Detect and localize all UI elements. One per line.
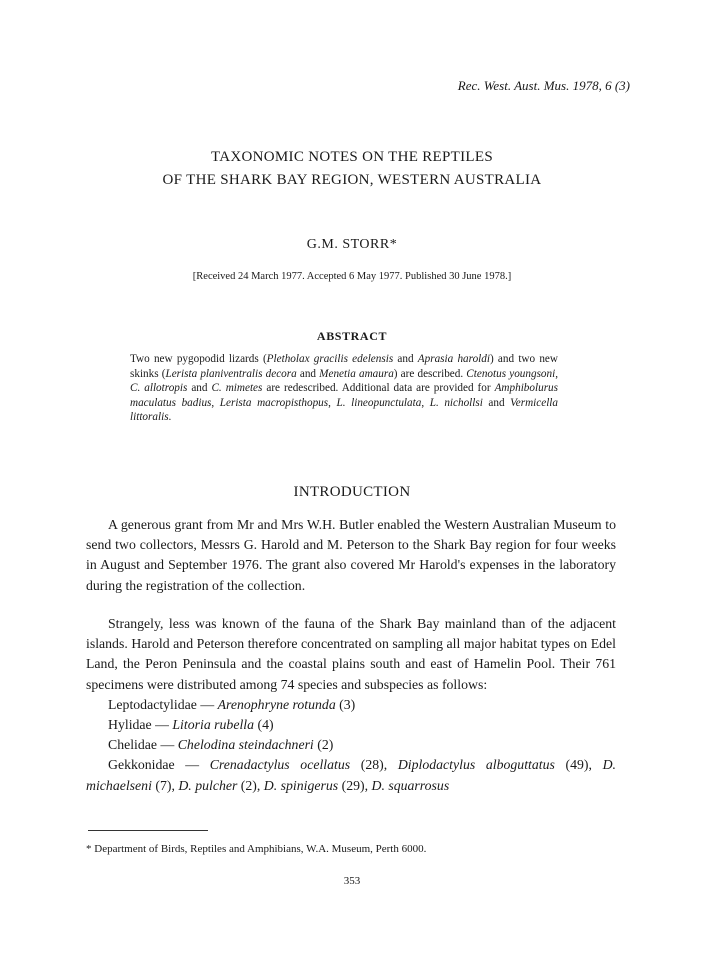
species-name: D. squarrosus [371, 777, 450, 793]
abstract-species: Menetia amaura [319, 367, 394, 380]
abstract-species: C. allotropis [130, 382, 188, 395]
title-line-2: OF THE SHARK BAY REGION, WESTERN AUSTRALIA [162, 172, 542, 188]
species-name: Crenadactylus ocellatus [209, 757, 351, 773]
specimen-count: (28), [350, 757, 398, 773]
title-line-1: TAXONOMIC NOTES ON THE REPTILES [211, 149, 493, 165]
abstract-body [130, 352, 558, 425]
abstract-species: Ctenotus youngsoni [466, 367, 556, 380]
specimen-count: (4) [254, 717, 274, 733]
species-list-item [86, 695, 616, 715]
specimen-count: (7), [151, 777, 179, 793]
abstract-species: Vermicella littoralis [130, 396, 559, 424]
abstract-species: Aprasia haroldi [417, 353, 490, 365]
specimen-count: (2), [237, 777, 264, 793]
specimen-count: (2) [313, 737, 334, 753]
abstract-heading: ABSTRACT [316, 329, 388, 343]
abstract-text: are redescribed. Additional data are provided for [262, 382, 495, 395]
abstract-text: , [211, 396, 220, 409]
abstract-species: L. nichollsi [429, 396, 483, 409]
introduction-paragraph-2: Strangely, less was known of the fauna of the Shark Bay mainland than of the adjacent islands. Harold and Peterson therefore concentrated on sampling all major habitat types on Edel Land, the Peron Peninsula and the coastal plains south and east of Hamelin Pool. Their 761 specimens were distributed among 74 species and subspecies as follows: [86, 616, 616, 692]
journal-citation: Rec. West. Aust. Mus. 1978, 6 (3) [457, 78, 630, 93]
species-name: D. pulcher [178, 777, 238, 793]
specimen-count: (3) [335, 696, 356, 712]
family-name: Leptodactylidae — [108, 696, 218, 712]
received-dates: [Received 24 March 1977. Accepted 6 May 1977. Published 30 June 1978.] [192, 271, 512, 282]
abstract-species: L. lineopunctulata [336, 396, 422, 409]
introduction-paragraph-2-block [86, 614, 616, 796]
abstract-text: and [482, 396, 511, 409]
specimen-count: (29), [338, 777, 372, 793]
abstract-species: Pletholax gracilis edelensis [266, 353, 394, 365]
article-title [0, 146, 704, 192]
author-name: G.M. STORR* [306, 237, 398, 252]
species-name: D. michaelseni [86, 757, 616, 793]
footnote: * Department of Birds, Reptiles and Amphibians, W.A. Museum, Perth 6000. [86, 843, 427, 855]
species-list-item [86, 715, 616, 735]
species-name: D. spinigerus [263, 777, 339, 793]
abstract-text: and [296, 367, 320, 380]
abstract-species: Lerista planiventralis decora [165, 367, 297, 380]
species-name: Litoria rubella [172, 717, 255, 733]
species-name: Chelodina steindachneri [177, 737, 314, 753]
family-name: Chelidae — [108, 737, 178, 753]
species-name: Arenophryne rotunda [217, 696, 336, 712]
abstract-text: , [328, 396, 337, 409]
page-number: 353 [343, 875, 361, 887]
abstract-text: , [421, 396, 430, 409]
species-name: Diplodactylus alboguttatus [397, 757, 555, 773]
abstract-text: , [555, 367, 559, 380]
specimen-count: (49), [554, 757, 603, 773]
footnote-divider [88, 830, 208, 831]
abstract-text: ) and two new skinks ( [130, 353, 558, 380]
abstract-species: Lerista macropisthopus [219, 396, 329, 409]
introduction-heading: INTRODUCTION [293, 484, 411, 500]
species-list-item [86, 735, 616, 755]
abstract-species: C. mimetes [211, 382, 263, 395]
abstract-text: and [187, 382, 212, 395]
abstract-text: Two new pygopodid lizards ( [130, 353, 267, 365]
abstract-species: Amphibolurus maculatus badius [130, 382, 558, 409]
family-name: Hylidae — [108, 717, 173, 733]
abstract-text: . [168, 411, 172, 424]
family-name: Gekkonidae — [108, 757, 210, 773]
gekkonidae-list-item [86, 755, 616, 795]
introduction-paragraph-1: A generous grant from Mr and Mrs W.H. Butler enabled the Western Australian Museum to send two collectors, Messrs G. Harold and M. Peterson to the Shark Bay region for four weeks in August and September 1976. The grant also covered Mr Harold's expenses in the laboratory during the registration of the collection. [86, 517, 616, 593]
abstract-text: ) are described. [393, 367, 467, 380]
abstract-text: and [393, 353, 418, 365]
